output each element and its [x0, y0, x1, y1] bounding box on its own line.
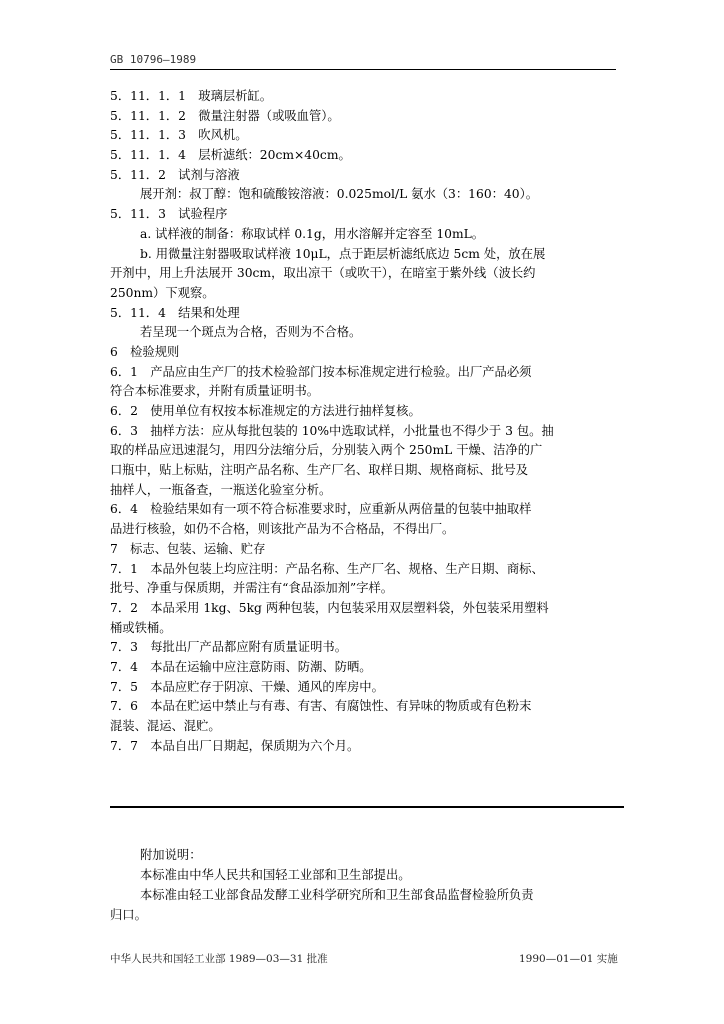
- text-line: 批号、净重与保质期，并需注有“食品添加剂”字样。: [110, 581, 394, 596]
- text-line: 5．11．1．4 层析滤纸：20cm×40cm。: [110, 148, 351, 163]
- text-line: 抽样人，一瓶备查，一瓶送化验室分析。: [110, 482, 332, 497]
- text-line: 开剂中，用上升法展开 30cm，取出凉干（或吹干），在暗室于紫外线（波长约: [110, 266, 536, 281]
- text-line: 符合本标准要求，并附有质量证明书。: [110, 384, 320, 399]
- text-line: 5．11．1．3 吹风机。: [110, 128, 248, 143]
- notes-line: 归口。: [110, 908, 147, 922]
- text-line: 6．4 检验结果如有一项不符合标准要求时，应重新从两倍量的包装中抽取样: [110, 502, 532, 517]
- text-line: 5．11．1．1 玻璃层析缸。: [110, 89, 273, 103]
- notes-title: 附加说明：: [140, 848, 202, 862]
- header-rule: [110, 69, 616, 70]
- text-line: 7．3 每批出厂产品都应附有质量证明书。: [110, 640, 347, 655]
- text-line: 5．11．4 结果和处理: [110, 305, 240, 320]
- document-body: [110, 87, 618, 756]
- text-line: 5．11．1．2 微量注射器（或吸血管）。: [110, 108, 340, 123]
- text-line: 桶或铁桶。: [110, 620, 172, 635]
- text-line: 7．1 本品外包装上均应注明：产品名称、生产厂名、规格、生产日期、商标、: [110, 561, 544, 576]
- text-line: 取的样品应迅速混匀，用四分法缩分后，分别装入两个 250mL 干燥、洁净的广: [110, 443, 543, 458]
- text-line: 5．11．3 试验程序: [110, 207, 228, 222]
- notes-line: 本标准由轻工业部食品发酵工业科学研究所和卫生部食品监督检验所负责: [140, 888, 534, 902]
- text-line: 7．6 本品在贮运中禁止与有毒、有害、有腐蚀性、有异味的物质或有色粉末: [110, 699, 532, 714]
- text-line: 7．4 本品在运输中应注意防雨、防潮、防晒。: [110, 659, 372, 674]
- text-line: 口瓶中，贴上标贴，注明产品名称、生产厂名、取样日期、规格商标、批号及: [110, 463, 529, 478]
- approval-date: 中华人民共和国轻工业部 1989—03—31 批准: [110, 953, 328, 965]
- text-line: 7 标志、包装、运输、贮存: [110, 541, 266, 556]
- text-line: 品进行核验，如仍不合格，则该批产品为不合格品，不得出厂。: [110, 522, 455, 537]
- implementation-date: 1990—01—01 实施: [519, 953, 618, 965]
- text-line: a. 试样液的制备：称取试样 0.1g，用水溶解并定容至 10mL。: [140, 226, 485, 241]
- notes-line: 本标准由中华人民共和国轻工业部和卫生部提出。: [140, 868, 411, 882]
- text-line: 展开剂：叔丁醇：饱和硫酸铵溶液：0.025mol/L 氨水（3：160：40）。: [140, 187, 539, 202]
- text-line: 250nm）下观察。: [110, 285, 215, 300]
- text-line: 6．1 产品应由生产厂的技术检验部门按本标准规定进行检验。出厂产品必须: [110, 364, 532, 379]
- text-line: 6 检验规则: [110, 344, 180, 359]
- section-divider: [110, 806, 624, 808]
- text-line: 6．3 抽样方法：应从每批包装的 10%中选取试样，小批量也不得少于 3 包。抽: [110, 423, 554, 438]
- standard-number: GB 10796—1989: [110, 53, 197, 66]
- text-line: 混装、混运、混贮。: [110, 719, 221, 733]
- text-line: 7．2 本品采用 1kg、5kg 两种包装，内包装采用双层塑料袋，外包装采用塑料: [110, 600, 549, 615]
- text-line: 7．7 本品自出厂日期起，保质期为六个月。: [110, 738, 360, 753]
- text-line: b. 用微量注射器吸取试样液 10μL，点于距层析滤纸底边 5cm 处，放在展: [140, 246, 546, 261]
- text-line: 若呈现一个斑点为合格，否则为不合格。: [140, 325, 362, 340]
- text-line: 7．5 本品应贮存于阴凉、干燥、通风的库房中。: [110, 679, 384, 694]
- text-line: 5．11．2 试剂与溶液: [110, 167, 240, 182]
- additional-notes: [110, 845, 618, 925]
- text-line: 6．2 使用单位有权按本标准规定的方法进行抽样复核。: [110, 404, 421, 418]
